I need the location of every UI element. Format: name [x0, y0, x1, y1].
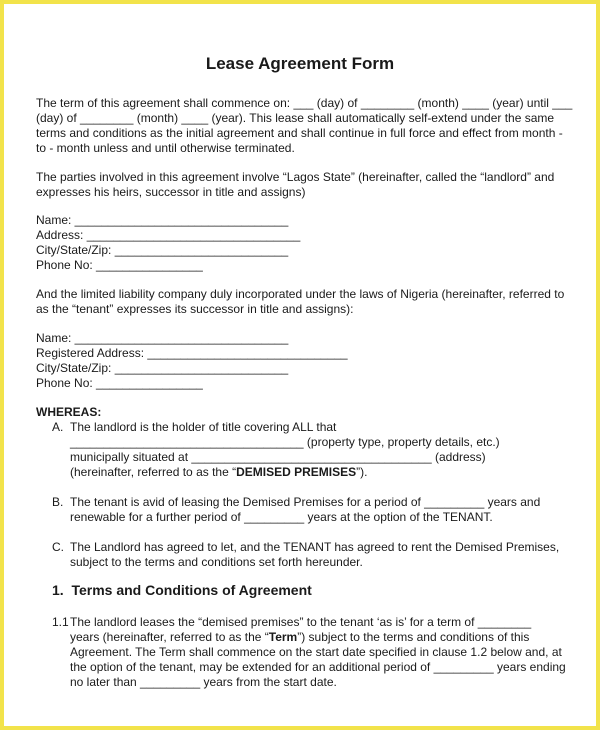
tenant-name-field: Name: ________________________________	[36, 331, 289, 345]
tenant-city-field: City/State/Zip: __________________________	[36, 361, 289, 375]
item-a-line: The landlord is the holder of title covering ALL that	[70, 420, 337, 434]
clause-1-1-line	[70, 630, 529, 645]
page-title: Lease Agreement Form	[205, 54, 395, 73]
item-a-line: ___________________________________ (property type, property details, etc.)	[70, 435, 500, 449]
item-a-text: (hereinafter, referred to as the “	[70, 465, 237, 479]
item-c-line: subject to the terms and conditions set forth hereunder.	[70, 555, 363, 569]
company-paragraph-line: as the “tenant” expresses its successor in title and assigns):	[36, 302, 354, 316]
section-heading: 1. Terms and Conditions of Agreement	[52, 582, 312, 598]
item-a-text: ”).	[356, 465, 368, 479]
item-a-line: municipally situated at ____________________________________ (address)	[70, 450, 486, 464]
term-keyword: Term	[268, 630, 298, 644]
item-c-marker: C.	[52, 540, 64, 554]
term-paragraph-line: (day) of ________ (month) ____ (year). This lease shall automatically self-extend under the same	[36, 111, 555, 125]
term-paragraph-line: to - month unless and until otherwise terminated.	[36, 141, 295, 155]
item-c-line: The Landlord has agreed to let, and the TENANT has agreed to rent the Demised Premises,	[70, 540, 560, 554]
clause-1-1-marker: 1.1	[52, 615, 69, 629]
clause-1-1-line: The landlord leases the “demised premises” to the tenant ‘as is’ for a term of ________	[70, 615, 532, 629]
landlord-name-field: Name: ________________________________	[36, 213, 289, 227]
company-paragraph-line: And the limited liability company duly incorporated under the laws of Nigeria (hereinafter, referred to	[36, 287, 565, 301]
tenant-registered-address-field: Registered Address: ______________________________	[36, 346, 348, 360]
landlord-city-field: City/State/Zip: __________________________	[36, 243, 289, 257]
clause-1-1-line: Agreement. The Term shall commence on the start date specified in clause 1.2 below and, at	[70, 645, 562, 659]
item-a-marker: A.	[52, 420, 64, 434]
item-b-line: renewable for a further period of _________ years at the option of the TENANT.	[70, 510, 493, 524]
item-a-line	[70, 465, 367, 480]
clause-text: years (hereinafter, referred to as the “	[70, 630, 269, 644]
item-b-line: The tenant is avid of leasing the Demised Premises for a period of _________ years and	[70, 495, 541, 509]
clause-1-1-line: no later than _________ years from the start date.	[70, 675, 337, 689]
clause-1-1-line: the option of the tenant, may be extended for an additional period of _________ years ending	[70, 660, 566, 674]
item-b-marker: B.	[52, 495, 64, 509]
whereas-heading: WHEREAS:	[36, 405, 102, 419]
term-paragraph-line: The term of this agreement shall commence on: ___ (day) of ________ (month) ____ (year) until ___	[36, 96, 573, 110]
parties-paragraph-line: expresses his heirs, successor in title and assigns)	[36, 185, 306, 199]
landlord-phone-field: Phone No: ________________	[36, 258, 203, 272]
tenant-phone-field: Phone No: ________________	[36, 376, 203, 390]
clause-text: ”) subject to the terms and conditions of this	[297, 630, 530, 644]
parties-paragraph-line: The parties involved in this agreement involve “Lagos State” (hereinafter, called the “landlord” and	[36, 170, 555, 184]
landlord-address-field: Address: ________________________________	[36, 228, 301, 242]
term-paragraph-line: terms and conditions as the initial agreement and shall continue in full force and effect from month -	[36, 126, 563, 140]
demised-premises-term: DEMISED PREMISES	[236, 465, 357, 479]
document-page	[4, 4, 596, 726]
